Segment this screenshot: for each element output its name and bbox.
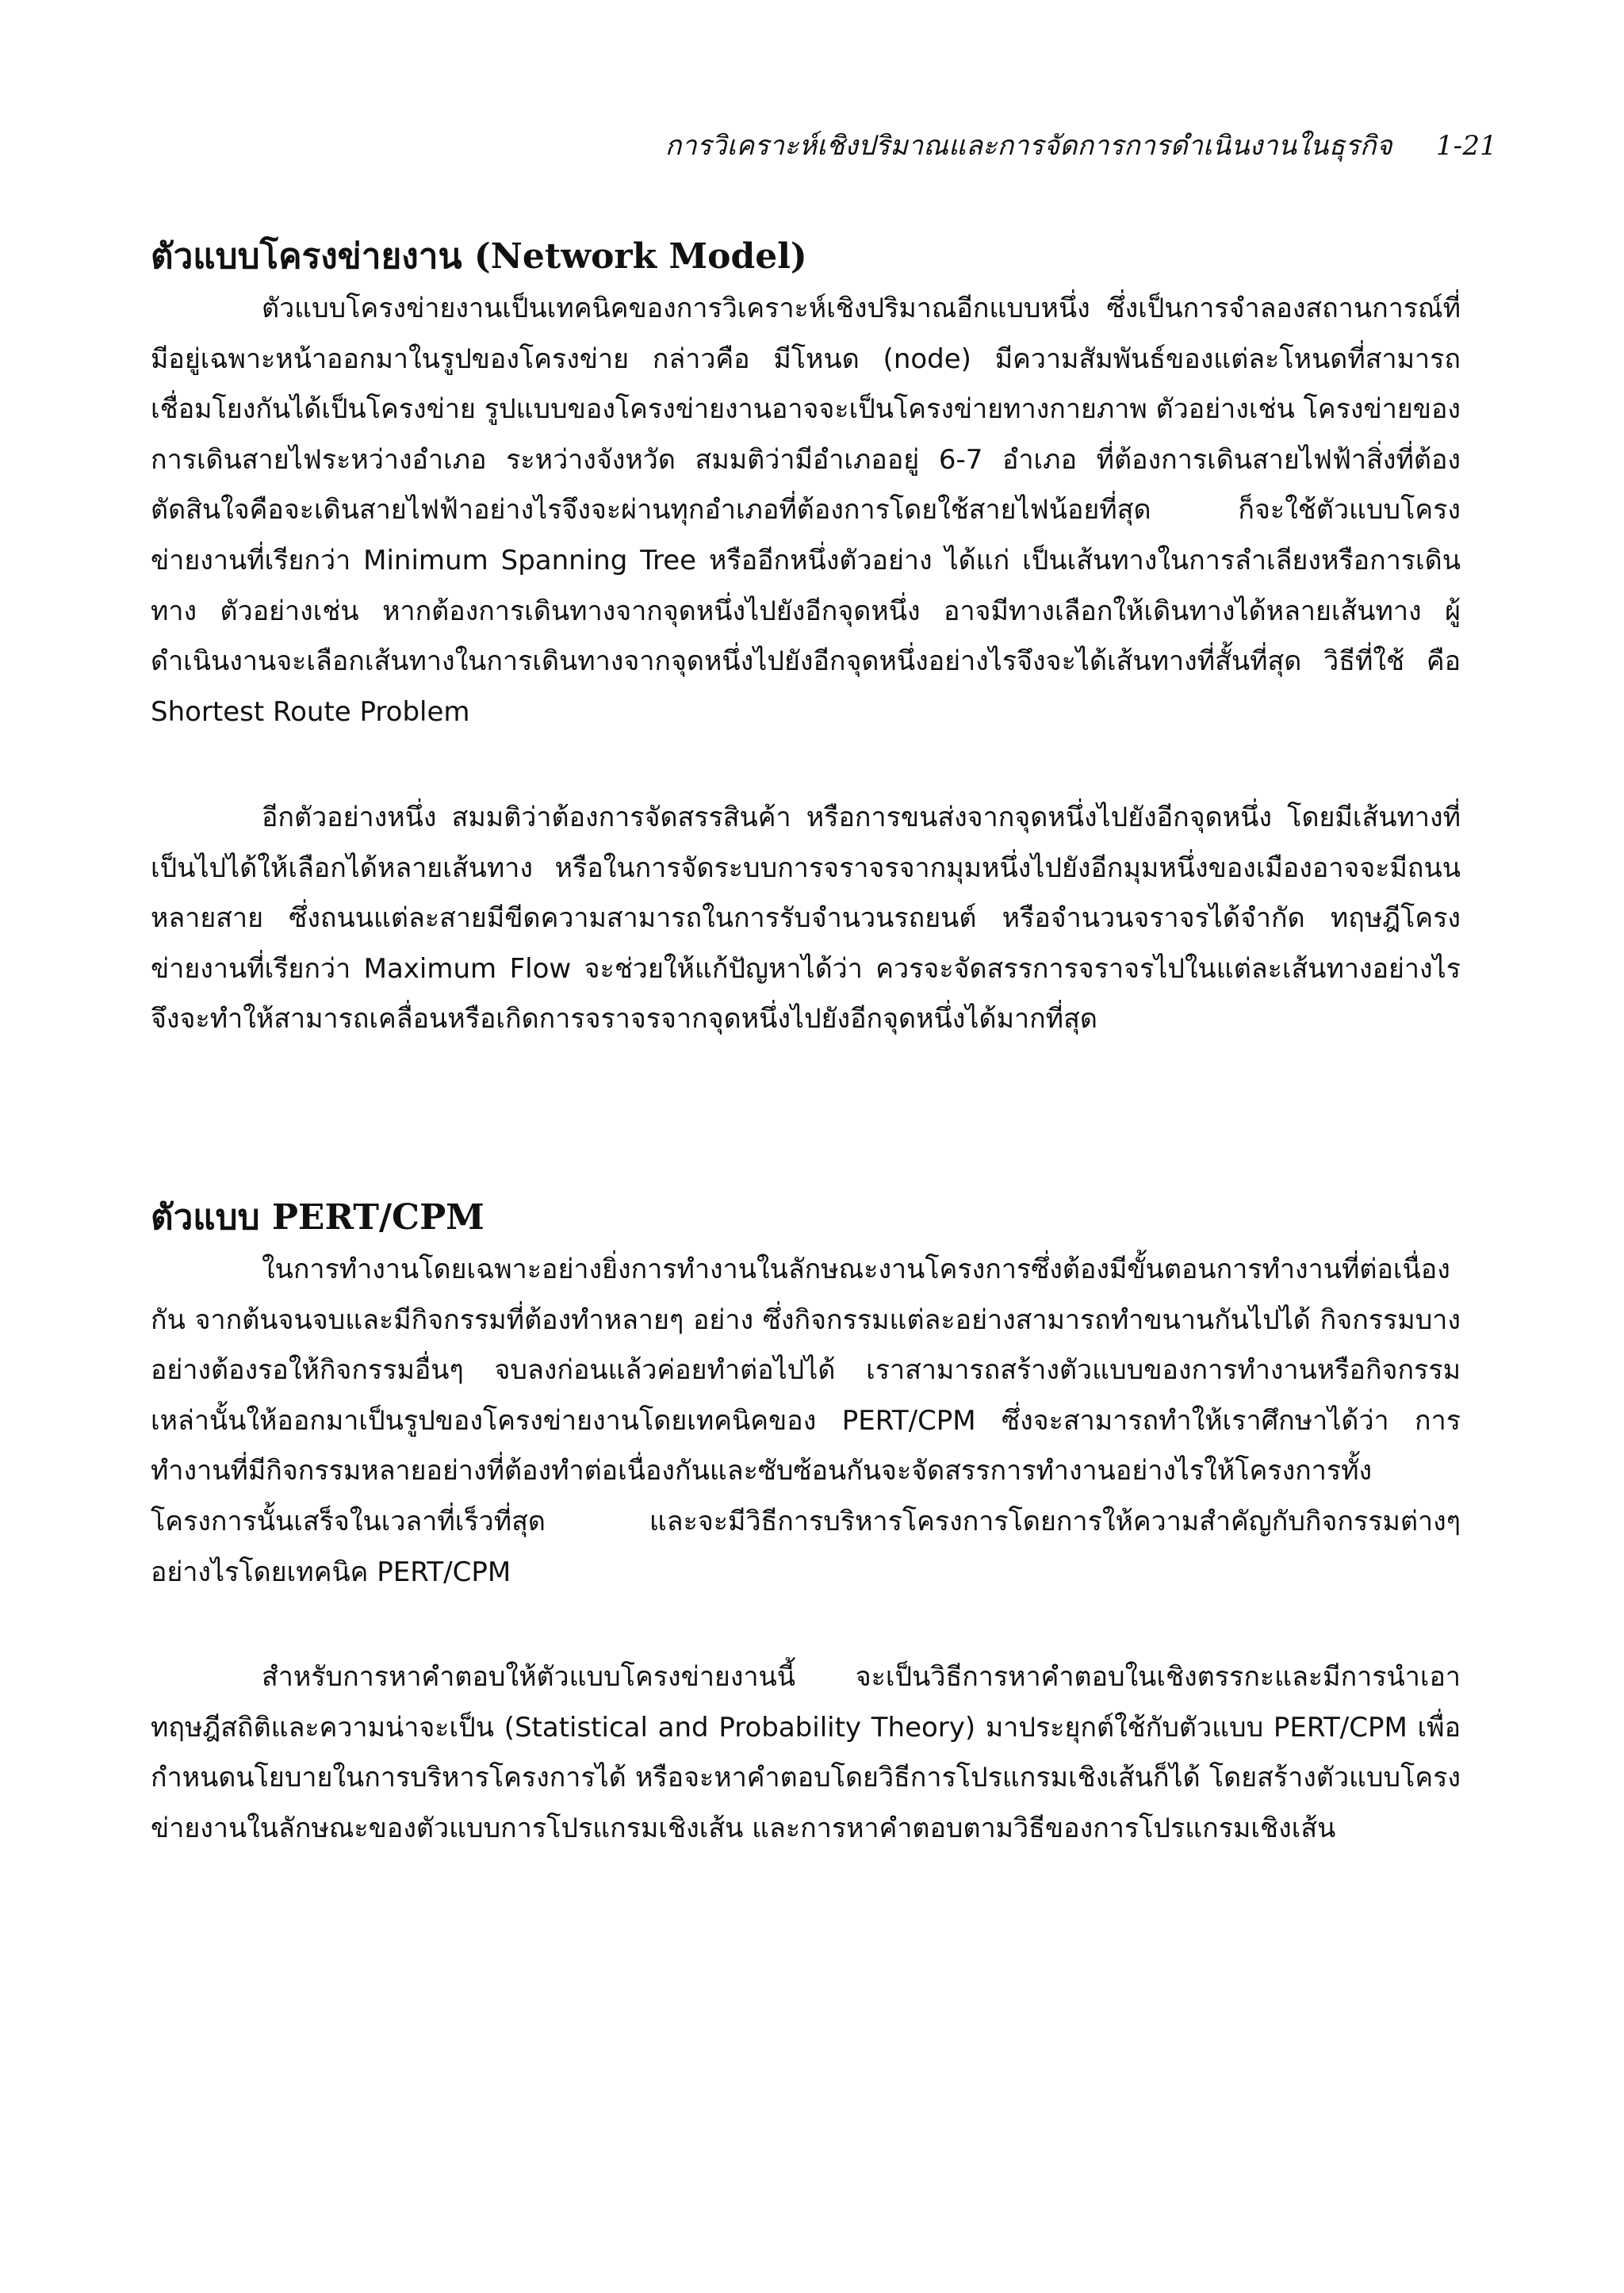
paragraph-pert-cpm-intro: ในการทำงานโดยเฉพาะอย่างยิ่งการทำงานในลักษณะงานโครงการซึ่งต้องมีขั้นตอนการทำงานที่ต่อเนื่องกัน จากต้นจนจบและมีกิจกรรมที่ต้องทำหลายๆ อย่าง ซึ่งกิจกรรมแต่ละอย่างสามารถทำขนานกันไปได้ กิจกรรมบางอย่างต้องรอให้กิจกรรมอื่นๆ จบลงก่อนแล้วค่อยทำต่อไปได้ เราสามารถสร้างตัวแบบของการทำงานหรือกิจกรรมเหล่านั้นให้ออกมาเป็นรูปของโครงข่ายงานโดยเทคนิคของ PERT/CPM ซึ่งจะสามารถทำให้เราศึกษาได้ว่า การทำงานที่มีกิจกรรมหลายอย่างที่ต้องทำต่อเนื่องกันและซับซ้อนกันจะจัดสรรการทำงานอย่างไรให้โครงการทั้งโครงการนั้นเสร็จในเวลาที่เร็วที่สุด และจะมีวิธีการบริหารโครงการโดยการให้ความสำคัญกับกิจกรรมต่างๆ อย่างไรโดยเทคนิค PERT/CPM <box>151 1254 1461 1588</box>
running-title: การวิเคราะห์เชิงปริมาณและการจัดการการดำเนินงานในธุรกิจ <box>665 130 1392 162</box>
paragraph-network-model-intro: ตัวแบบโครงข่ายงานเป็นเทคนิคของการวิเคราะห์เชิงปริมาณอีกแบบหนึ่ง ซึ่งเป็นการจำลองสถานการณ์ที่มีอยู่เฉพาะหน้าออกมาในรูปของโครงข่าย กล่าวคือ มีโหนด (node) มีความสัมพันธ์ของแต่ละโหนดที่สามารถเชื่อมโยงกันได้เป็นโครงข่าย รูปแบบของโครงข่ายงานอาจจะเป็นโครงข่ายทางกายภาพ ตัวอย่างเช่น โครงข่ายของการเดินสายไฟระหว่างอำเภอ ระหว่างจังหวัด สมมติว่ามีอำเภออยู่ 6-7 อำเภอ ที่ต้องการเดินสายไฟฟ้าสิ่งที่ต้องตัดสินใจคือจะเดินสายไฟฟ้าอย่างไรจึงจะผ่านทุกอำเภอที่ต้องการโดยใช้สายไฟน้อยที่สุด ก็จะใช้ตัวแบบโครงข่ายงานที่เรียกว่า Minimum Spanning Tree หรืออีกหนึ่งตัวอย่าง ได้แก่ เป็นเส้นทางในการลำเลียงหรือการเดินทาง ตัวอย่างเช่น หากต้องการเดินทางจากจุดหนึ่งไปยังอีกจุดหนึ่ง อาจมีทางเลือกให้เดินทางได้หลายเส้นทาง ผู้ดำเนินงานจะเลือกเส้นทางในการเดินทางจากจุดหนึ่งไปยังอีกจุดหนึ่งอย่างไรจึงจะได้เส้นทางที่สั้นที่สุด วิธีที่ใช้ คือ Shortest Route Problem <box>151 293 1461 728</box>
page-number: 1-21 <box>1435 130 1497 162</box>
paragraph-pert-cpm-solution: สำหรับการหาคำตอบให้ตัวแบบโครงข่ายงานนี้ จะเป็นวิธีการหาคำตอบในเชิงตรรกะและมีการนำเอาทฤษฎีสถิติและความน่าจะเป็น (Statistical and Probability Theory) มาประยุกต์ใช้กับตัวแบบ PERT/CPM เพื่อกำหนดนโยบายในการบริหารโครงการได้ หรือจะหาคำตอบโดยวิธีการโปรแกรมเชิงเส้นก็ได้ โดยสร้างตัวแบบโครงข่ายงานในลักษณะของตัวแบบการโปรแกรมเชิงเส้น และการหาคำตอบตามวิธีของการโปรแกรมเชิงเส้น <box>151 1661 1461 1844</box>
paragraph-maximum-flow: อีกตัวอย่างหนึ่ง สมมติว่าต้องการจัดสรรสินค้า หรือการขนส่งจากจุดหนึ่งไปยังอีกจุดหนึ่ง โดยมีเส้นทางที่เป็นไปได้ให้เลือกได้หลายเส้นทาง หรือในการจัดระบบการจราจรจากมุมหนึ่งไปยังอีกมุมหนึ่งของเมืองอาจจะมีถนนหลายสาย ซึ่งถนนแต่ละสายมีขีดความสามารถในการรับจำนวนรถยนต์ หรือจำนวนจราจรได้จำกัด ทฤษฎีโครงข่ายงานที่เรียกว่า Maximum Flow จะช่วยให้แก้ปัญหาได้ว่า ควรจะจัดสรรการจราจรไปในแต่ละเส้นทางอย่างไรจึงจะทำให้สามารถเคลื่อนหรือเกิดการจราจรจากจุดหนึ่งไปยังอีกจุดหนึ่งได้มากที่สุด <box>151 802 1461 1035</box>
running-header <box>665 124 1497 167</box>
section-heading-pert-cpm: ตัวแบบ PERT/CPM <box>151 1197 485 1238</box>
section-heading-network-model: ตัวแบบโครงข่ายงาน (Network Model) <box>151 236 807 277</box>
